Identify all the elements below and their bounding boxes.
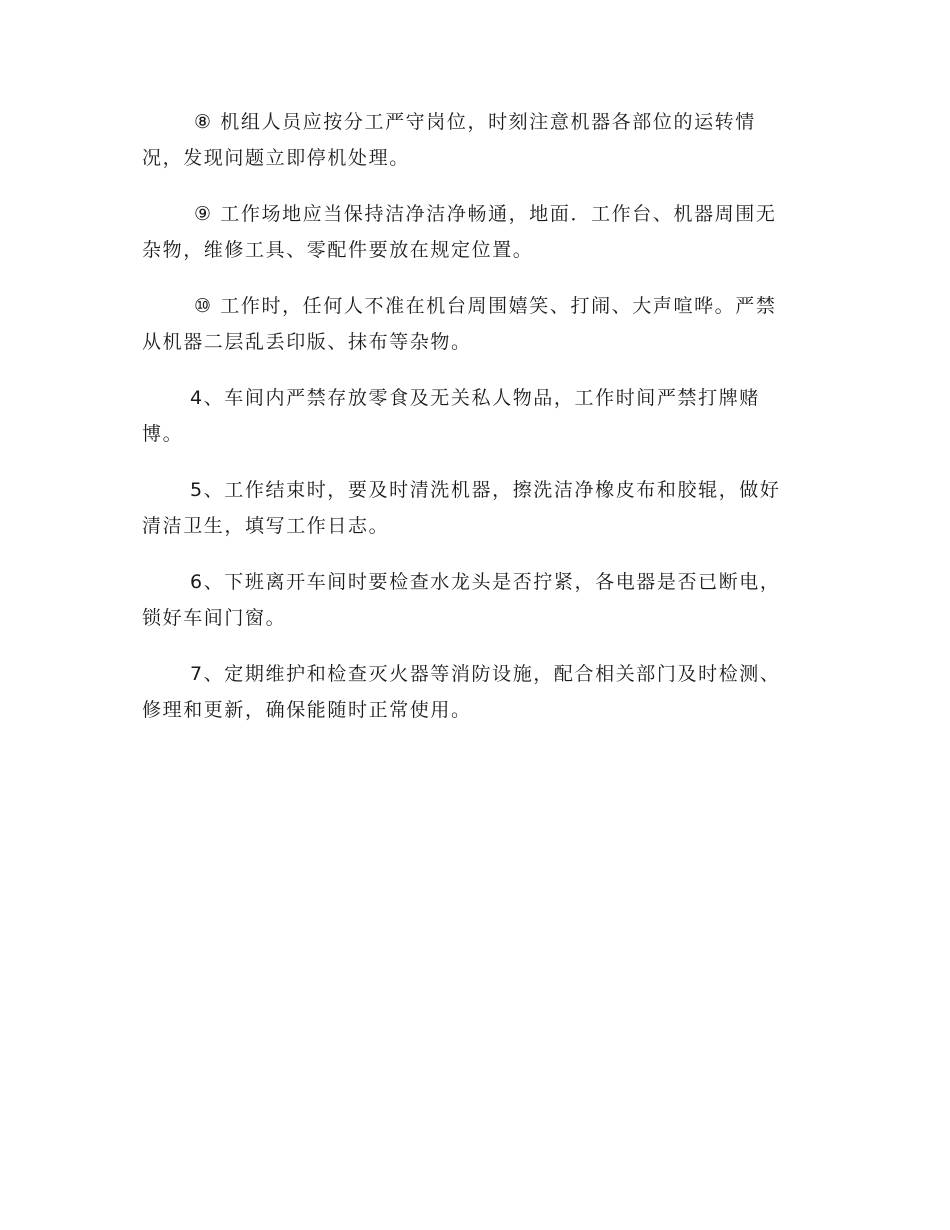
paragraph-line: 锁好车间门窗。 (142, 607, 287, 629)
paragraph-line: 博。 (142, 423, 184, 445)
document-body (142, 104, 812, 748)
paragraph-line: 况，发现问题立即停机处理。 (142, 147, 410, 169)
paragraph-rule-5 (142, 472, 812, 544)
paragraph-line: 从机器二层乱丢印版、抹布等杂物。 (142, 331, 472, 353)
paragraph-line: ⑩ 工作时，任何人不准在机台周围嬉笑、打闹、大声喧哗。严禁 (194, 295, 777, 317)
paragraph-line: 4、车间内严禁存放零食及无关私人物品，工作时间严禁打牌赌 (190, 387, 760, 409)
paragraph-line: ⑨ 工作场地应当保持洁净洁净畅通，地面．工作台、机器周围无 (194, 203, 777, 225)
paragraph-item-8 (142, 104, 812, 176)
paragraph-rule-4 (142, 380, 812, 452)
paragraph-line: 清洁卫生，填写工作日志。 (142, 515, 390, 537)
paragraph-line: 修理和更新，确保能随时正常使用。 (142, 699, 472, 721)
paragraph-line: 杂物，维修工具、零配件要放在规定位置。 (142, 239, 534, 261)
paragraph-rule-7 (142, 656, 812, 728)
paragraph-line: ⑧ 机组人员应按分工严守岗位，时刻注意机器各部位的运转情 (194, 111, 756, 133)
paragraph-line: 5、工作结束时，要及时清洗机器，擦洗洁净橡皮布和胶辊，做好 (190, 479, 781, 501)
paragraph-line: 7、定期维护和检查灭火器等消防设施，配合相关部门及时检测、 (190, 663, 781, 685)
paragraph-item-9 (142, 196, 812, 268)
paragraph-rule-6 (142, 564, 812, 636)
paragraph-line: 6、下班离开车间时要检查水龙头是否拧紧，各电器是否已断电， (190, 571, 781, 593)
paragraph-item-10 (142, 288, 812, 360)
